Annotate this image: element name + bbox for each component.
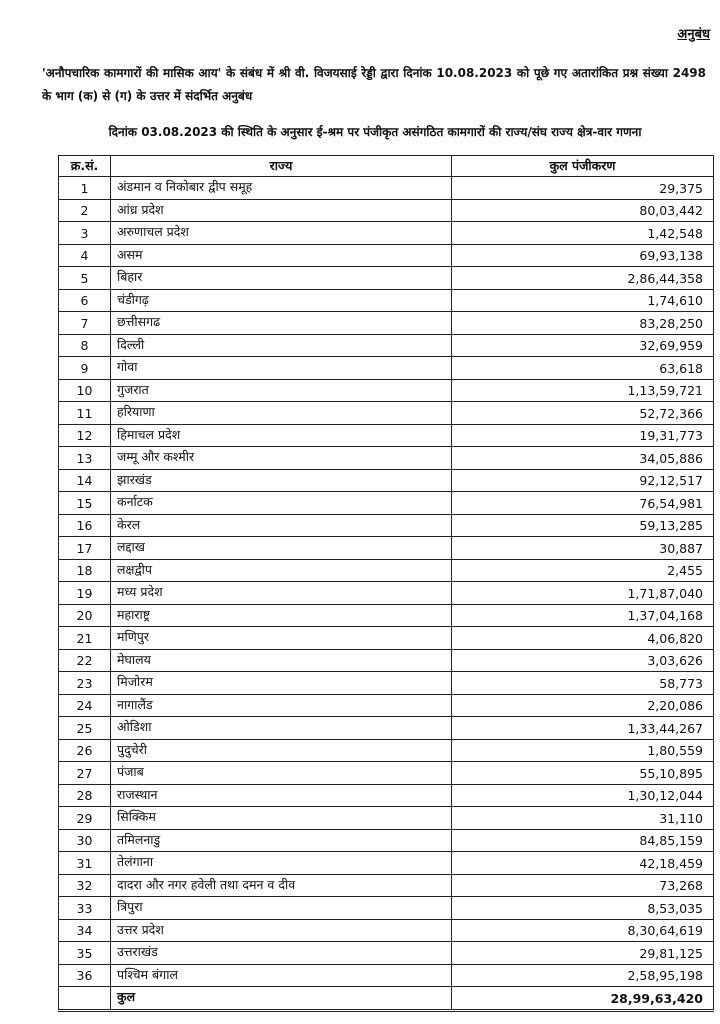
registration-count-cell: 2,455 <box>452 559 714 582</box>
table-row <box>59 582 714 605</box>
registration-count-cell: 1,30,12,044 <box>452 784 714 807</box>
table-row <box>59 514 714 537</box>
table-row <box>59 267 714 290</box>
registration-count-cell: 1,71,87,040 <box>452 582 714 605</box>
serial-number-cell: 35 <box>59 942 111 965</box>
serial-number-cell: 15 <box>59 492 111 515</box>
serial-number-cell: 4 <box>59 244 111 267</box>
table-row <box>59 739 714 762</box>
state-name-cell: केरल <box>111 514 452 537</box>
serial-number-cell: 20 <box>59 604 111 627</box>
state-name-cell: बिहार <box>111 267 452 290</box>
table-row <box>59 964 714 987</box>
total-row <box>59 987 714 1011</box>
state-name-cell: हिमाचल प्रदेश <box>111 424 452 447</box>
registration-count-cell: 2,58,95,198 <box>452 964 714 987</box>
registration-count-cell: 1,37,04,168 <box>452 604 714 627</box>
table-row <box>59 897 714 920</box>
serial-number-cell: 36 <box>59 964 111 987</box>
serial-number-cell: 16 <box>59 514 111 537</box>
table-row <box>59 919 714 942</box>
serial-number-cell: 8 <box>59 334 111 357</box>
serial-number-cell: 33 <box>59 897 111 920</box>
serial-number-cell: 11 <box>59 402 111 425</box>
serial-number-cell: 29 <box>59 807 111 830</box>
state-name-cell: उत्तर प्रदेश <box>111 919 452 942</box>
state-name-cell: चंडीगढ़ <box>111 289 452 312</box>
table-row <box>59 852 714 875</box>
state-name-cell: दादरा और नगर हवेली तथा दमन व दीव <box>111 874 452 897</box>
state-name-cell: लक्षद्वीप <box>111 559 452 582</box>
intro-paragraph: 'अनौपचारिक कामगारों की मासिक आय' के संबंध में श्री वी. विजयसाई रेड्डी द्वारा दिनांक 10.08.2023 को पूछे गए अतारांकित प्रश्न संख्या 2498 के भाग (क) से (ग) के उत्तर में संदर्भित अनुबंध <box>42 66 706 103</box>
serial-number-cell: 31 <box>59 852 111 875</box>
serial-number-cell: 13 <box>59 447 111 470</box>
registration-count-cell: 3,03,626 <box>452 649 714 672</box>
registration-count-cell: 63,618 <box>452 357 714 380</box>
registration-count-cell: 84,85,159 <box>452 829 714 852</box>
table-row <box>59 942 714 965</box>
table-row <box>59 357 714 380</box>
serial-number-cell: 7 <box>59 312 111 335</box>
total-value: 28,99,63,420 <box>452 987 714 1011</box>
header-total-registrations: कुल पंजीकरण <box>452 156 714 177</box>
serial-number-cell: 30 <box>59 829 111 852</box>
serial-number-cell: 5 <box>59 267 111 290</box>
total-label: कुल <box>111 987 452 1011</box>
serial-number-cell: 23 <box>59 672 111 695</box>
registration-count-cell: 59,13,285 <box>452 514 714 537</box>
serial-number-cell: 27 <box>59 762 111 785</box>
serial-number-cell: 26 <box>59 739 111 762</box>
table-row <box>59 627 714 650</box>
serial-number-cell: 28 <box>59 784 111 807</box>
table-row <box>59 672 714 695</box>
table-row <box>59 289 714 312</box>
registration-count-cell: 19,31,773 <box>452 424 714 447</box>
registration-count-cell: 4,06,820 <box>452 627 714 650</box>
annex-label: अनुबंध <box>677 27 710 42</box>
registration-count-cell: 73,268 <box>452 874 714 897</box>
table-row <box>59 334 714 357</box>
registration-count-cell: 8,30,64,619 <box>452 919 714 942</box>
state-name-cell: अंडमान व निकोबार द्वीप समूह <box>111 177 452 200</box>
registration-count-cell: 8,53,035 <box>452 897 714 920</box>
table-row <box>59 829 714 852</box>
serial-number-cell: 3 <box>59 222 111 245</box>
table-row <box>59 469 714 492</box>
table-row <box>59 222 714 245</box>
table-row <box>59 199 714 222</box>
table-row <box>59 177 714 200</box>
registration-count-cell: 29,81,125 <box>452 942 714 965</box>
state-name-cell: आंध्र प्रदेश <box>111 199 452 222</box>
registration-count-cell: 32,69,959 <box>452 334 714 357</box>
state-name-cell: गुजरात <box>111 379 452 402</box>
table-row <box>59 694 714 717</box>
state-name-cell: जम्मू और कश्मीर <box>111 447 452 470</box>
registration-count-cell: 58,773 <box>452 672 714 695</box>
serial-number-cell: 24 <box>59 694 111 717</box>
state-name-cell: लद्दाख <box>111 537 452 560</box>
serial-number-cell: 25 <box>59 717 111 740</box>
registration-count-cell: 92,12,517 <box>452 469 714 492</box>
state-name-cell: राजस्थान <box>111 784 452 807</box>
registration-count-cell: 1,74,610 <box>452 289 714 312</box>
registration-count-cell: 2,86,44,358 <box>452 267 714 290</box>
table-row <box>59 559 714 582</box>
table-row <box>59 424 714 447</box>
serial-number-cell: 10 <box>59 379 111 402</box>
serial-number-cell: 34 <box>59 919 111 942</box>
table-row <box>59 492 714 515</box>
serial-number-cell: 19 <box>59 582 111 605</box>
serial-number-cell: 18 <box>59 559 111 582</box>
state-name-cell: पंजाब <box>111 762 452 785</box>
state-name-cell: उत्तराखंड <box>111 942 452 965</box>
state-name-cell: मणिपुर <box>111 627 452 650</box>
table-header-row <box>59 156 714 177</box>
state-name-cell: दिल्ली <box>111 334 452 357</box>
state-name-cell: छत्तीसगढ <box>111 312 452 335</box>
registration-count-cell: 80,03,442 <box>452 199 714 222</box>
state-name-cell: मध्य प्रदेश <box>111 582 452 605</box>
serial-number-cell: 32 <box>59 874 111 897</box>
serial-number-cell: 12 <box>59 424 111 447</box>
state-name-cell: असम <box>111 244 452 267</box>
state-name-cell: पुदुचेरी <box>111 739 452 762</box>
registration-count-cell: 69,93,138 <box>452 244 714 267</box>
registration-count-cell: 52,72,366 <box>452 402 714 425</box>
registration-count-cell: 34,05,886 <box>452 447 714 470</box>
state-name-cell: सिक्किम <box>111 807 452 830</box>
serial-number-cell: 9 <box>59 357 111 380</box>
registration-count-cell: 1,42,548 <box>452 222 714 245</box>
registration-count-cell: 1,33,44,267 <box>452 717 714 740</box>
table-subtitle: दिनांक 03.08.2023 की स्थिति के अनुसार ई-श्रम पर पंजीकृत असंगठित कामगारों की राज्य/संघ राज्य क्षेत्र-वार गणना <box>108 125 642 139</box>
table-row <box>59 807 714 830</box>
registration-count-cell: 30,887 <box>452 537 714 560</box>
state-name-cell: त्रिपुरा <box>111 897 452 920</box>
registration-count-cell: 31,110 <box>452 807 714 830</box>
state-name-cell: तमिलनाडु <box>111 829 452 852</box>
table-row <box>59 447 714 470</box>
registration-count-cell: 2,20,086 <box>452 694 714 717</box>
registration-count-cell: 29,375 <box>452 177 714 200</box>
table-row <box>59 784 714 807</box>
state-name-cell: महाराष्ट्र <box>111 604 452 627</box>
table-row <box>59 762 714 785</box>
state-name-cell: तेलंगाना <box>111 852 452 875</box>
state-name-cell: कर्नाटक <box>111 492 452 515</box>
table-row <box>59 402 714 425</box>
header-state: राज्य <box>111 156 452 177</box>
registration-count-cell: 83,28,250 <box>452 312 714 335</box>
table-row <box>59 717 714 740</box>
registration-count-cell: 76,54,981 <box>452 492 714 515</box>
table-body <box>59 177 714 987</box>
state-name-cell: नागालैंड <box>111 694 452 717</box>
total-serial-cell <box>59 987 111 1011</box>
registration-count-cell: 42,18,459 <box>452 852 714 875</box>
state-name-cell: झारखंड <box>111 469 452 492</box>
table-row <box>59 604 714 627</box>
serial-number-cell: 14 <box>59 469 111 492</box>
state-name-cell: मिजोरम <box>111 672 452 695</box>
registration-count-cell: 1,80,559 <box>452 739 714 762</box>
state-name-cell: गोवा <box>111 357 452 380</box>
registration-count-cell: 55,10,895 <box>452 762 714 785</box>
table-row <box>59 649 714 672</box>
table-row <box>59 537 714 560</box>
state-name-cell: अरुणाचल प्रदेश <box>111 222 452 245</box>
serial-number-cell: 6 <box>59 289 111 312</box>
serial-number-cell: 21 <box>59 627 111 650</box>
state-name-cell: मेघालय <box>111 649 452 672</box>
state-name-cell: पश्चिम बंगाल <box>111 964 452 987</box>
table-row <box>59 244 714 267</box>
serial-number-cell: 2 <box>59 199 111 222</box>
state-name-cell: ओडिशा <box>111 717 452 740</box>
table-row <box>59 379 714 402</box>
table-row <box>59 874 714 897</box>
serial-number-cell: 17 <box>59 537 111 560</box>
registration-count-cell: 1,13,59,721 <box>452 379 714 402</box>
table-row <box>59 312 714 335</box>
header-serial-number: क्र.सं. <box>59 156 111 177</box>
state-name-cell: हरियाणा <box>111 402 452 425</box>
serial-number-cell: 1 <box>59 177 111 200</box>
registrations-table <box>58 155 714 1012</box>
serial-number-cell: 22 <box>59 649 111 672</box>
